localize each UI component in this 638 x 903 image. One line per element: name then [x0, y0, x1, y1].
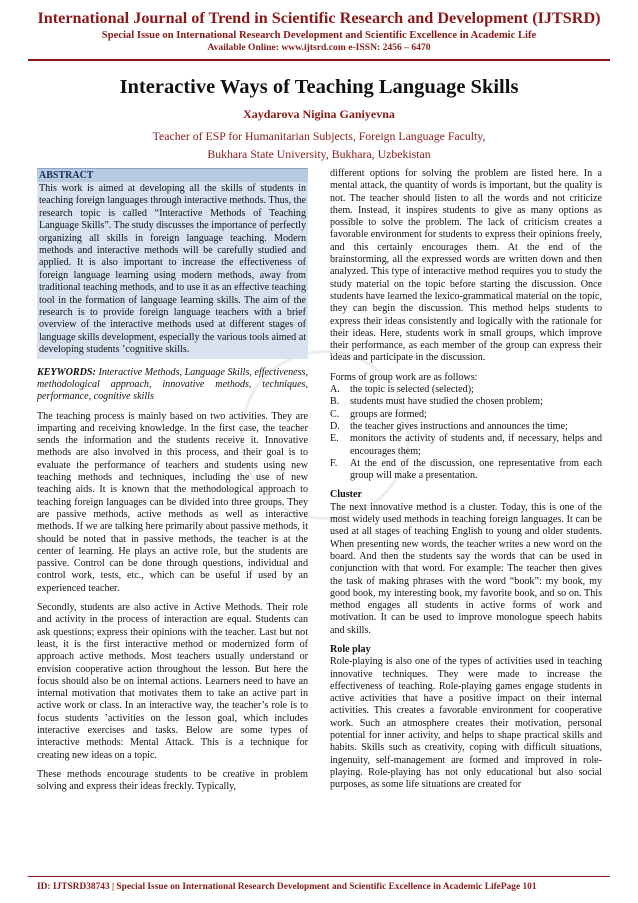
body-paragraph: Secondly, students are also active in Active Methods. Their role and activity in the process of interaction are equal. Students can ask questions; express their opinions with the teacher. Last but not least, it is the first interactive method or modernized form of approach active methods. Most teachers usually understand or envision cooperative action throughout the lesson. But here the focus should also be on internal actions. Learners need to have an internal motivation that motivates them to take an active part in active work or class. In an interactive way, the teacher’s role is to focus students ’activities on the lesson goal, which includes interactive exercises and tasks. Below are some types of interactive methods: Mental Attack. This is a technique for creating new ideas on a topic. [37, 602, 308, 761]
affiliation-line-1: Teacher of ESP for Humanitarian Subjects, Foreign Language Faculty, [152, 129, 486, 143]
journal-title: International Journal of Trend in Scientific Research and Development (IJTSRD) [37, 9, 601, 27]
keywords-label: KEYWORDS: [37, 366, 96, 378]
list-item-text: the topic is selected (selected); [350, 384, 474, 396]
paper-affiliation [0, 127, 638, 163]
list-item-label: A. [330, 384, 340, 396]
list-item-text: the teacher gives instructions and announces the time; [350, 420, 568, 432]
header-rule [28, 59, 610, 61]
list-item [330, 396, 602, 408]
body-paragraph: These methods encourage students to be creative in problem solving and express their ideas freckly. Typically, [37, 768, 308, 793]
list-item [330, 421, 602, 433]
journal-subtitle: Special Issue on International Research Development and Scientific Excellence in Academic Life [101, 30, 537, 41]
list-item-text: At the end of the discussion, one representative from each group will make a presentation. [350, 457, 602, 482]
left-column [37, 168, 308, 793]
list-item-text: groups are formed; [350, 408, 427, 420]
list-item [330, 409, 602, 421]
section-heading-role-play: Role play [330, 643, 371, 655]
paper-author: Xaydarova Nigina Ganiyevna [243, 107, 395, 121]
list-item [330, 433, 602, 458]
list-item-text: students must have studied the chosen problem; [350, 396, 543, 408]
list-item-label: F. [330, 457, 338, 469]
paper-title: Interactive Ways of Teaching Language Skills [119, 76, 519, 98]
list-item [330, 458, 602, 483]
journal-availability: Available Online: www.ijtsrd.com e-ISSN: 2456 – 6470 [207, 42, 431, 53]
keywords [37, 367, 308, 404]
keywords-text: Interactive Methods, Language Skills, effectiveness, methodological approach, innovative methods, techniques, performance, cognitive skills [37, 366, 308, 403]
list-item-text: monitors the activity of students and, if necessary, helps and encourages them; [350, 433, 602, 457]
affiliation-line-2: Bukhara State University, Bukhara, Uzbekistan [207, 147, 431, 161]
list-item-label: B. [330, 396, 340, 408]
footer-rule [28, 876, 610, 877]
abstract-text: This work is aimed at developing all the skills of students in teaching foreign languages through interactive methods. Thus, the research topic is called “Interactive Methods of Teaching Language Skills”. The study discusses the importance of perfectly organizing all skills in foreign language teaching. Modern methods and interactive methods will be carefully studied and applied. It is also important to increase the effectiveness of foreign language learning using modern methods, away from traditional teaching methods, and to use it as an effective teaching tool in the formation of language learning skills. The aim of the research is to provide foreign language teachers with a brief overview of the interactive methods used at different stages of language skills development, especially the various tools aimed at developing students ’cognitive skills. [39, 183, 306, 356]
body-paragraph: The teaching process is mainly based on two activities. They are imparting and receiving knowledge. In the first case, the teacher sends the information and the students receive it. Innovative methods are also involved in this process, and their goal is to evaluate the performance of teachers and students using new teaching methods and techniques, including the use of new teaching aids. It is known that the methodological approach to teaching foreign languages can be divided into three groups. They are passive methods, active methods as well as interactive methods. If we are talking here primarily about passive methods, it should be noted that in passive methods, the teacher is at the center of learning. He plays an active role, but the students are passive. Control can be done through questions, individual and control work, tests, etc., which can be useful if used by an experienced teacher. [37, 410, 308, 594]
abstract-box [37, 168, 308, 359]
section-heading-cluster: Cluster [330, 489, 362, 501]
list-item-label: D. [330, 420, 340, 432]
forms-list [330, 384, 602, 482]
right-column [330, 168, 602, 792]
forms-intro: Forms of group work are as follows: [330, 371, 478, 383]
body-paragraph: The next innovative method is a cluster. Today, this is one of the most widely used methods in teaching foreign languages. It can be used at all stages of teaching English to young and older students. When presenting new words, the teacher writes a new word on the board. And then the students say the words that can be used in conjunction with that word. For example: The teacher then gives the task of making phrases with the word “book”: my book, my good book, my interesting book, my favorite book, and so on. This method engages all students in active forms of work and motivation. It can be used to improve monologue speech habits and skills. [330, 501, 602, 636]
abstract-heading: ABSTRACT [37, 169, 308, 182]
body-paragraph: different options for solving the problem are listed here. In a mental attack, the quantity of words is important, but the quality is not. The teacher should listen to all the words and not criticize them. Instead, it inspires students to give as many options as possible to solve the problem. The lack of criticism creates a favorable environment for students to express their opinions freely, and this certainly encourages them. At the end of the brainstorming, all the expressed words are written down and then analyzed. This type of interactive method requires you to study the study material on the topic before starting the discussion. Once students have learned the lexico-grammatical material on the topic, they can begin the discussion. This method helps students to express their ideas consistently and logically with the rationale for their ideas. Here, students work in small groups, which improve their performance, as each member of the group can express their ideas and participate in the discussion. [330, 168, 602, 364]
list-item-label: E. [330, 433, 339, 445]
list-item-label: C. [330, 408, 340, 420]
page-footer: ID: IJTSRD38743 | Special Issue on International Research Development and Scientific Excellence in Academic LifePage 101 [37, 882, 537, 892]
body-paragraph: Role-playing is also one of the types of activities used in teaching innovative techniques. They were made to increase the effectiveness of teaching. Role-playing games engage students in active activities that have a positive impact on their internal activities. This creates a favorable environment for cooperative work. Such an atmosphere creates their motivation, personal potential for inner activity, and helps to shape practical skills and habits. Skills such as creativity, coping with difficult situations, ingenuity, self-management are formed and improved in role-playing. Role-playing has not only educational but also social purposes, as some life situations are created for [330, 656, 602, 791]
list-item [330, 384, 602, 396]
